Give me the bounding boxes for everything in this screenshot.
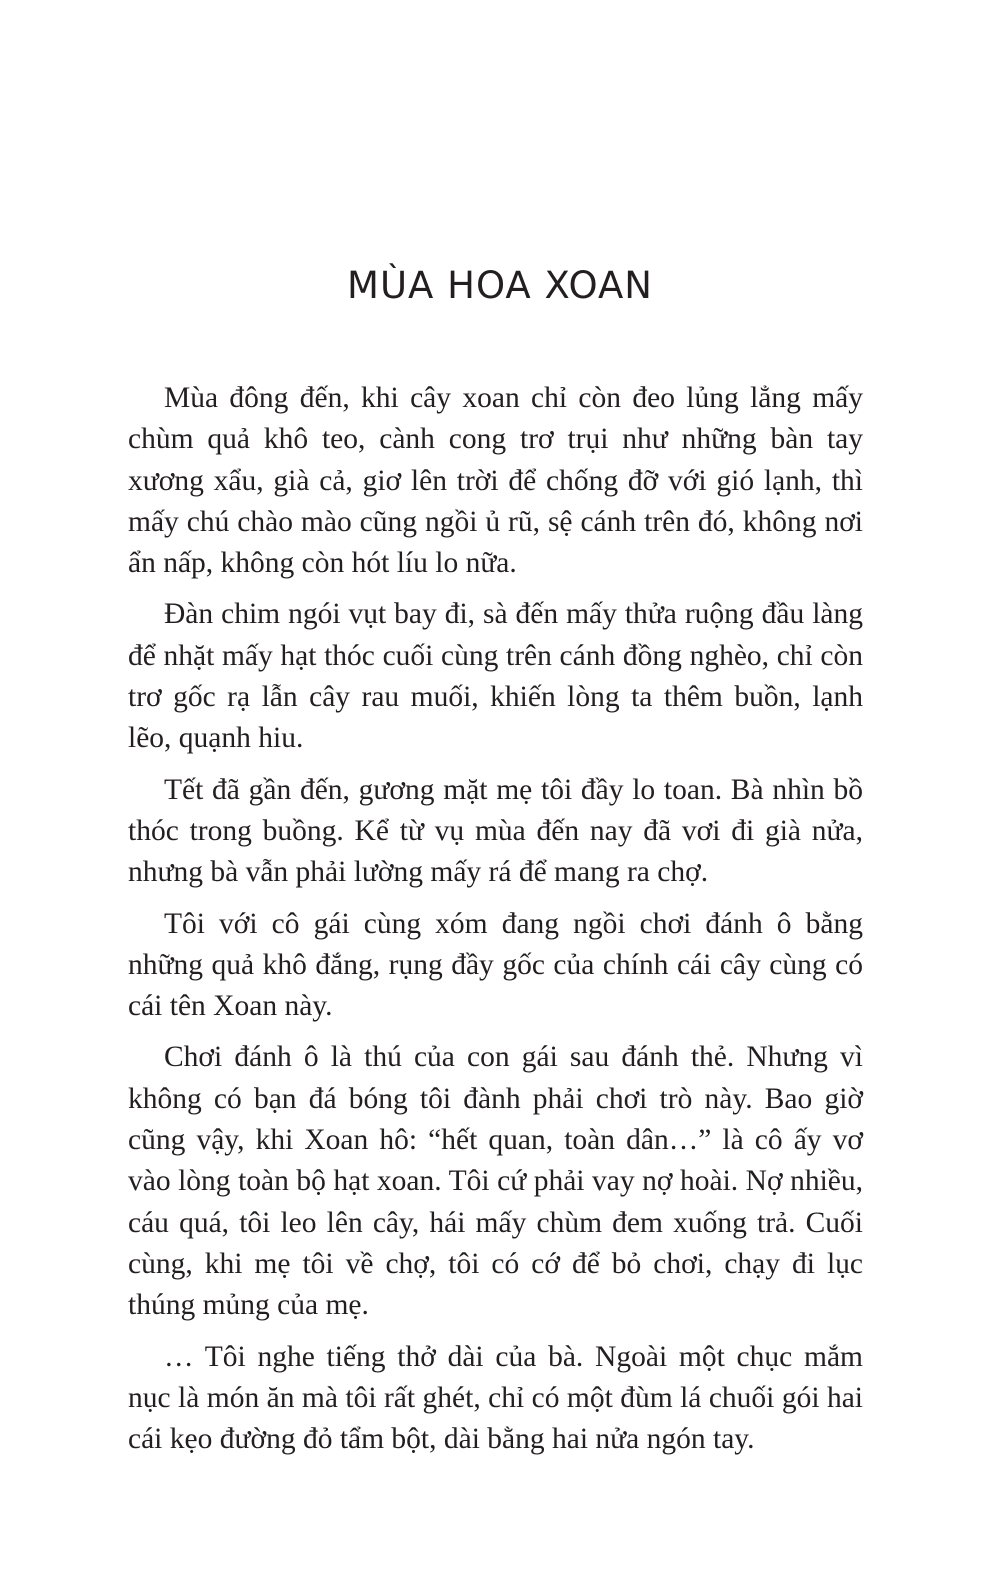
paragraph-1: Mùa đông đến, khi cây xoan chỉ còn đeo lủng lẳng mấy chùm quả khô teo, cành cong trơ trụi như những bàn tay xương xẩu, già cả, giơ lên trời để chống đỡ với gió lạnh, thì mấy chú chào mào cũng ngồi ủ rũ, sệ cánh trên đó, không nơi ẩn nấp, không còn hót líu lo nữa. bbox=[128, 382, 863, 580]
paragraph-3: Tết đã gần đến, gương mặt mẹ tôi đầy lo toan. Bà nhìn bồ thóc trong buồng. Kể từ vụ mùa đến nay đã vơi đi già nửa, nhưng bà vẫn phải lường mấy rá để mang ra chợ. bbox=[128, 773, 863, 889]
paragraph-5: Chơi đánh ô là thú của con gái sau đánh thẻ. Nhưng vì không có bạn đá bóng tôi đành phải chơi trò này. Bao giờ cũng vậy, khi Xoan hô: “hết quan, toàn dân…” là cô ấy vơ vào lòng toàn bộ hạt xoan. Tôi cứ phải vay nợ hoài. Nợ nhiều, cáu quá, tôi leo lên cây, hái mấy chùm đem xuống trả. Cuối cùng, khi mẹ tôi về chợ, tôi có cớ để bỏ chơi, chạy đi lục thúng mủng của mẹ. bbox=[128, 1041, 863, 1322]
chapter-title: MÙA HOA XOAN bbox=[347, 264, 653, 307]
paragraph-6: … Tôi nghe tiếng thở dài của bà. Ngoài một chục mắm nục là món ăn mà tôi rất ghét, chỉ có một đùm lá chuối gói hai cái kẹo đường đỏ tẩm bột, dài bằng hai nửa ngón tay. bbox=[128, 1340, 863, 1456]
paragraph-4: Tôi với cô gái cùng xóm đang ngồi chơi đánh ô bằng những quả khô đắng, rụng đầy gốc của chính cái cây cùng có cái tên Xoan này. bbox=[128, 907, 863, 1023]
chapter-body bbox=[128, 378, 863, 1460]
paragraph-2: Đàn chim ngói vụt bay đi, sà đến mấy thửa ruộng đầu làng để nhặt mấy hạt thóc cuối cùng trên cánh đồng nghèo, chỉ còn trơ gốc rạ lẫn cây rau muối, khiến lòng ta thêm buồn, lạnh lẽo, quạnh hiu. bbox=[128, 598, 863, 755]
